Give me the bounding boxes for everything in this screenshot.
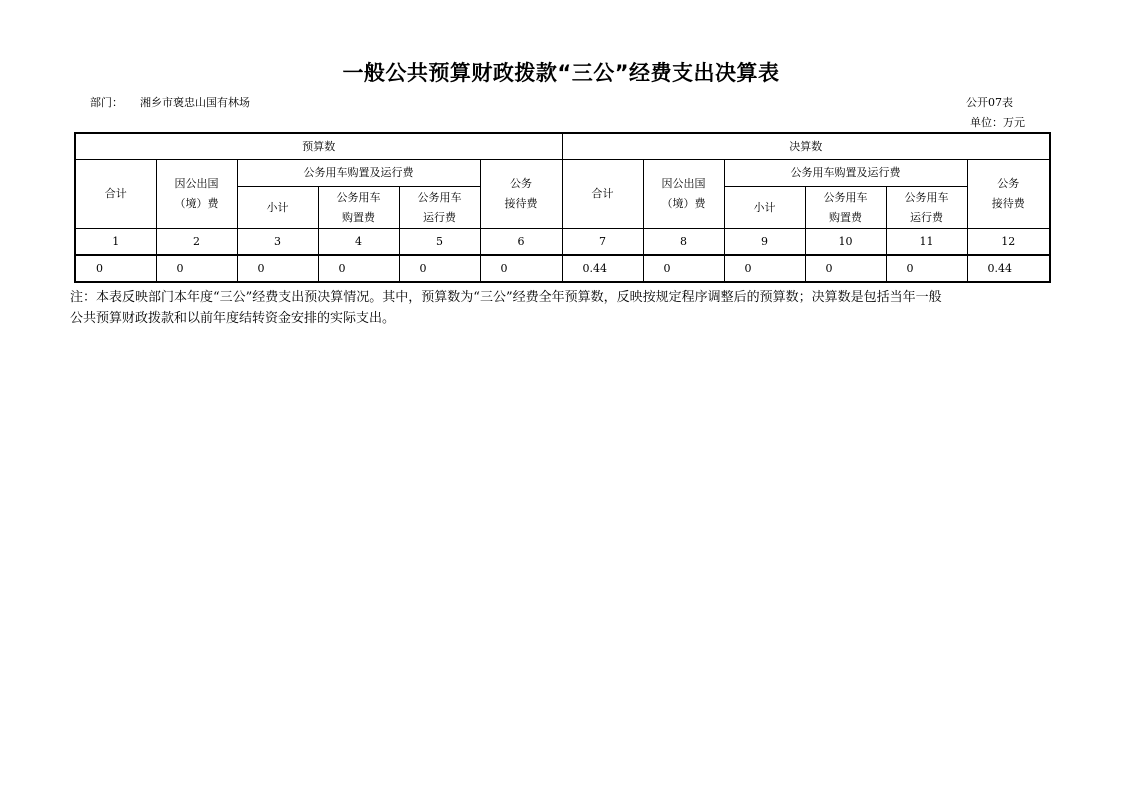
department-name: 湘乡市褒忠山国有林场 — [140, 96, 250, 109]
final-vehicle-group-header: 公务用车购置及运行费 — [724, 160, 967, 187]
budget-abroad-header: 因公出国 （境）费 — [156, 160, 237, 229]
budget-group-header: 预算数 — [75, 133, 562, 160]
final-purchase-header: 公务用车 购置费 — [805, 187, 886, 229]
value-cell: 0 — [399, 255, 480, 282]
index-cell: 5 — [399, 229, 480, 256]
final-abroad-header: 因公出国 （境）费 — [643, 160, 724, 229]
value-cell: 0 — [156, 255, 237, 282]
final-group-header: 决算数 — [562, 133, 1050, 160]
index-cell: 6 — [480, 229, 562, 256]
expense-table — [74, 132, 1051, 283]
final-reception-header: 公务 接待费 — [967, 160, 1050, 229]
final-total-header: 合计 — [562, 160, 643, 229]
budget-purchase-header: 公务用车 购置费 — [318, 187, 399, 229]
value-cell: 0 — [886, 255, 967, 282]
footnote — [70, 287, 1080, 329]
index-cell: 2 — [156, 229, 237, 256]
index-cell: 10 — [805, 229, 886, 256]
department-label: 部门： — [90, 96, 123, 109]
value-cell: 0.44 — [562, 255, 643, 282]
budget-operation-header: 公务用车 运行费 — [399, 187, 480, 229]
final-operation-header: 公务用车 运行费 — [886, 187, 967, 229]
budget-vehicle-group-header: 公务用车购置及运行费 — [237, 160, 480, 187]
footnote-line: 公共预算财政拨款和以前年度结转资金安排的实际支出。 — [70, 311, 396, 326]
index-cell: 9 — [724, 229, 805, 256]
value-cell: 0 — [480, 255, 562, 282]
budget-subtotal-header: 小计 — [237, 187, 318, 229]
index-cell: 4 — [318, 229, 399, 256]
final-subtotal-header: 小计 — [724, 187, 805, 229]
value-cell: 0 — [724, 255, 805, 282]
unit-label: 单位：万元 — [970, 116, 1025, 129]
budget-reception-header: 公务 接待费 — [480, 160, 562, 229]
index-cell: 12 — [967, 229, 1050, 256]
value-cell: 0 — [75, 255, 156, 282]
value-cell: 0 — [643, 255, 724, 282]
budget-total-header: 合计 — [75, 160, 156, 229]
value-cell: 0 — [318, 255, 399, 282]
index-cell: 1 — [75, 229, 156, 256]
footnote-line: 注：本表反映部门本年度“三公”经费支出预决算情况。其中，预算数为“三公”经费全年预算数，反映按规定程序调整后的预算数；决算数是包括当年一般 — [70, 290, 942, 305]
index-row — [75, 229, 1050, 256]
value-cell: 0 — [805, 255, 886, 282]
table-row — [75, 255, 1050, 282]
index-cell: 3 — [237, 229, 318, 256]
value-cell: 0.44 — [967, 255, 1050, 282]
page-title: 一般公共预算财政拨款“三公”经费支出决算表 — [342, 61, 780, 85]
form-number: 公开07表 — [966, 96, 1013, 109]
value-cell: 0 — [237, 255, 318, 282]
index-cell: 11 — [886, 229, 967, 256]
index-cell: 8 — [643, 229, 724, 256]
index-cell: 7 — [562, 229, 643, 256]
